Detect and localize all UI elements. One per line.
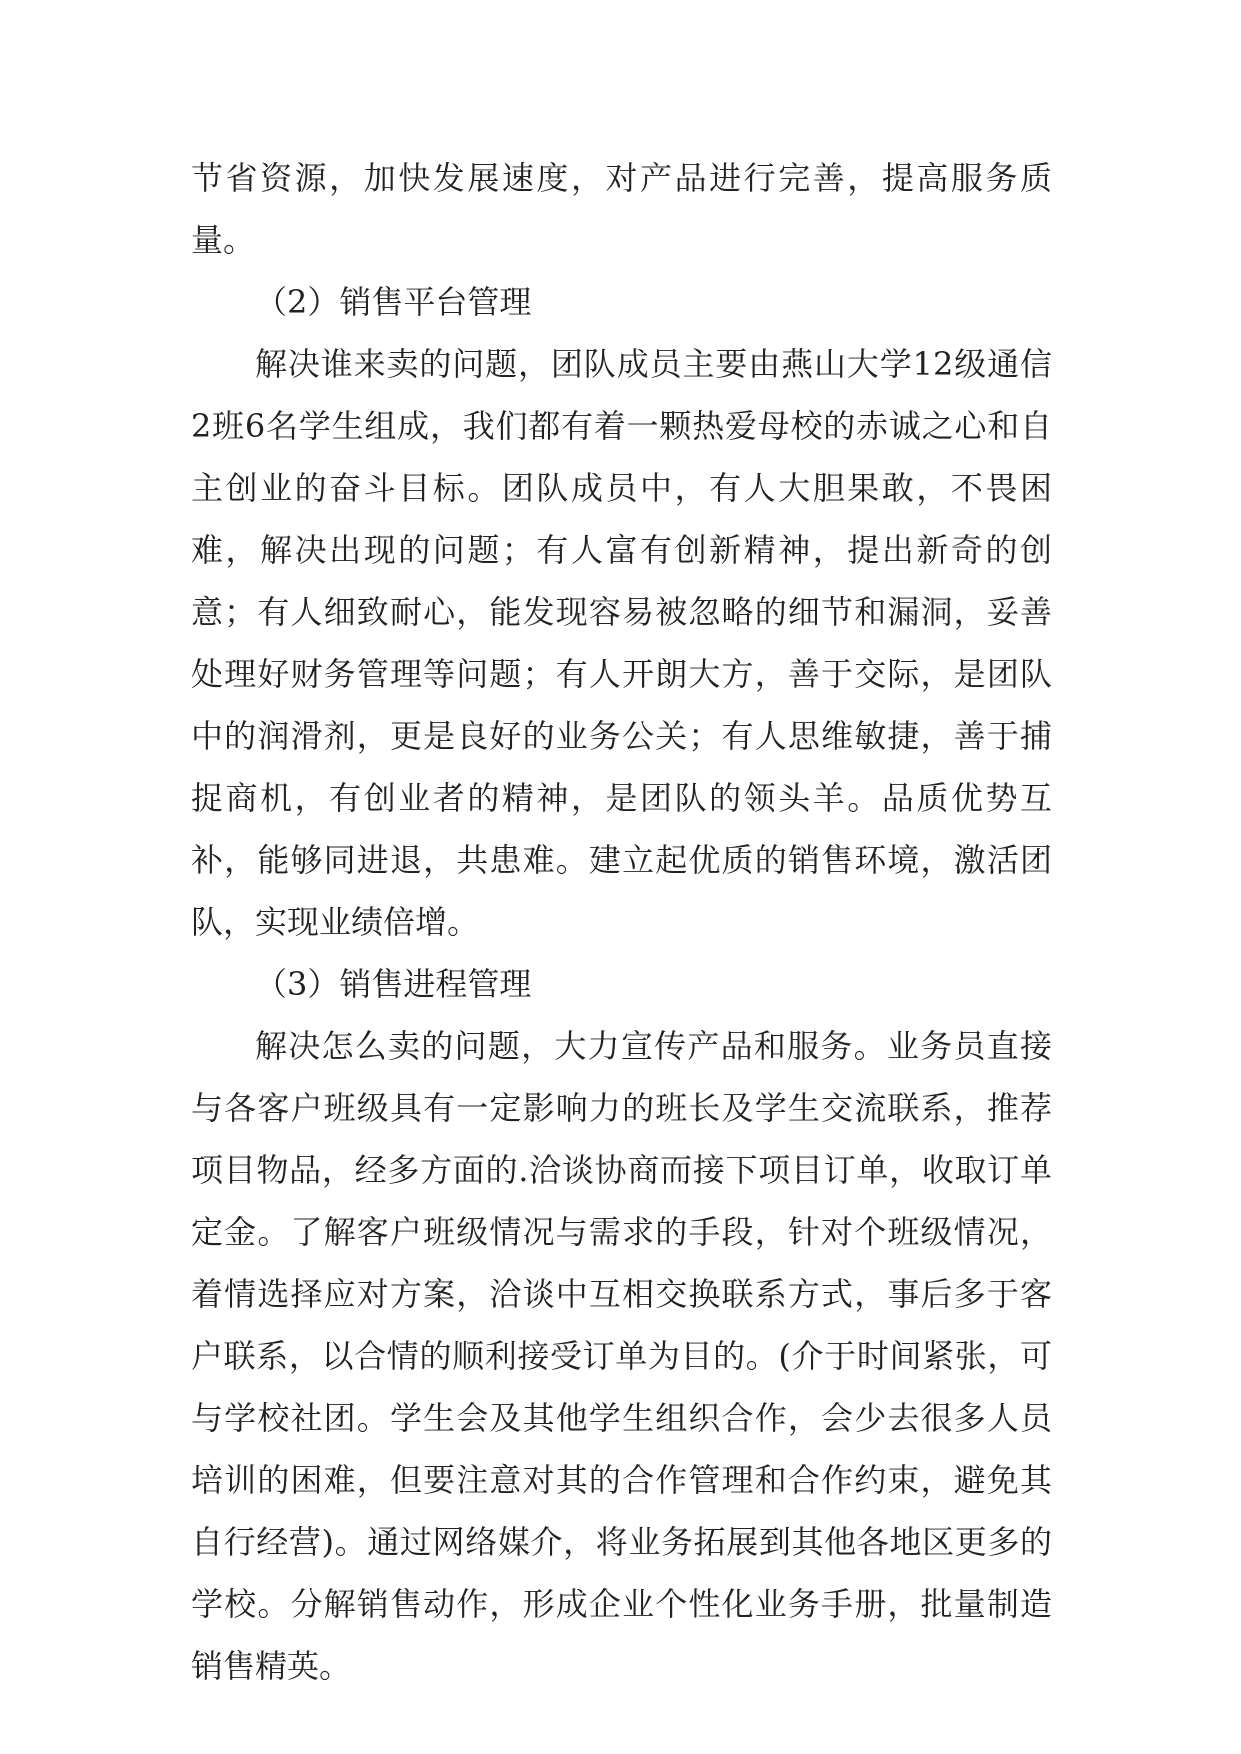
document-body	[191, 147, 1052, 1697]
paragraph-sales-platform: 解决谁来卖的问题，团队成员主要由燕山大学12级通信2班6名学生组成，我们都有着一颗热爱母校的赤诚之心和自主创业的奋斗目标。团队成员中，有人大胆果敢，不畏困难，解决出现的问题；有人富有创新精神，提出新奇的创意；有人细致耐心，能发现容易被忽略的细节和漏洞，妥善处理好财务管理等问题；有人开朗大方，善于交际，是团队中的润滑剂，更是良好的业务公关；有人思维敏捷，善于捕捉商机，有创业者的精神，是团队的领头羊。品质优势互补，能够同进退，共患难。建立起优质的销售环境，激活团队，实现业绩倍增。	[191, 345, 1052, 941]
paragraph-sales-process: 解决怎么卖的问题，大力宣传产品和服务。业务员直接与各客户班级具有一定影响力的班长及学生交流联系，推荐项目物品，经多方面的.洽谈协商而接下项目订单，收取订单定金。了解客户班级情况与需求的手段，针对个班级情况，着情选择应对方案，洽谈中互相交换联系方式，事后多于客户联系，以合情的顺利接受订单为目的。(介于时间紧张，可与学校社团。学生会及其他学生组织合作，会少去很多人员培训的困难，但要注意对其的合作管理和合作约束，避免其自行经营)。通过网络媒介，将业务拓展到其他各地区更多的学校。分解销售动作，形成企业个性化业务手册，批量制造销售精英。	[191, 1027, 1052, 1685]
section-heading-sales-platform: （2）销售平台管理	[255, 283, 532, 321]
section-heading-sales-process: （3）销售进程管理	[255, 965, 532, 1003]
paragraph-continuation: 节省资源，加快发展速度，对产品进行完善，提高服务质量。	[191, 159, 1052, 259]
